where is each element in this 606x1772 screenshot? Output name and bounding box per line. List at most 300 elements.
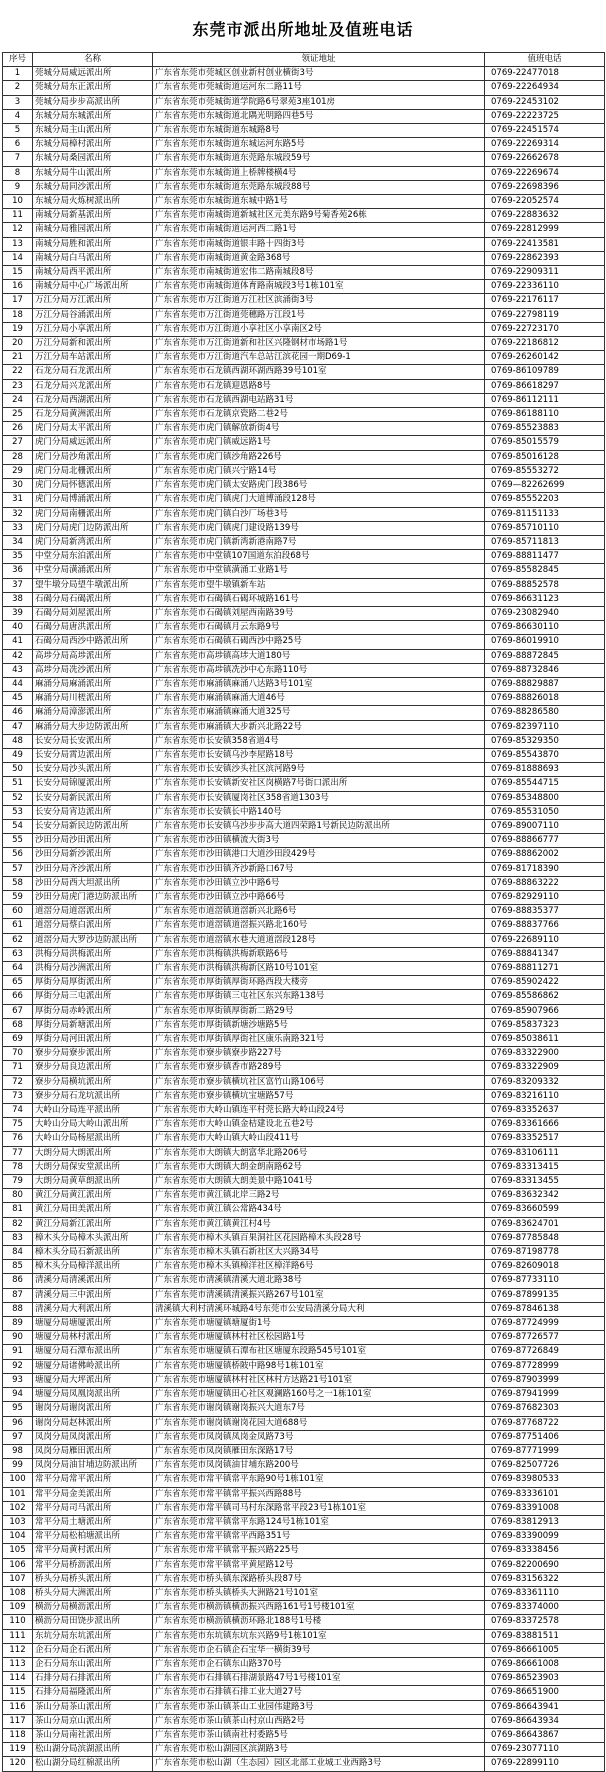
- station-name: 长安分局新民派出所: [33, 791, 153, 805]
- station-address: 广东省东莞市道滘镇道滘振兴路北160号: [153, 919, 485, 933]
- table-row: [3, 1530, 605, 1544]
- table-row: [3, 763, 605, 777]
- row-index: 108: [3, 1586, 33, 1600]
- row-index: 73: [3, 1089, 33, 1103]
- row-index: 117: [3, 1714, 33, 1728]
- table-row: [3, 337, 605, 351]
- row-index: 53: [3, 805, 33, 819]
- row-index: 17: [3, 294, 33, 308]
- row-index: 109: [3, 1601, 33, 1615]
- duty-phone: 0769-85711813: [485, 535, 605, 549]
- station-name: 麻涌分局川槎派出所: [33, 692, 153, 706]
- row-index: 46: [3, 706, 33, 720]
- station-name: 塘厦分局大坪派出所: [33, 1373, 153, 1387]
- table-row: [3, 1231, 605, 1245]
- station-address: 广东省东莞市莞城街道学院路6号翠苑3座101房: [153, 95, 485, 109]
- table-row: [3, 564, 605, 578]
- station-address: 广东省东莞市石龙镇京瓷路二巷2号: [153, 408, 485, 422]
- table-row: [3, 1601, 605, 1615]
- station-address: 广东省东莞市桥头镇桥头大洲路21号101室: [153, 1586, 485, 1600]
- station-name: 虎门分局虎门边防派出所: [33, 521, 153, 535]
- duty-phone: 0769-88852578: [485, 578, 605, 592]
- station-name: 莞城分局威远派出所: [33, 67, 153, 81]
- station-name: 常平分局松柏塘派出所: [33, 1530, 153, 1544]
- station-name: 高埗分局高埗派出所: [33, 649, 153, 663]
- table-row: [3, 379, 605, 393]
- station-name: 谢岗分局谢岗派出所: [33, 1402, 153, 1416]
- station-name: 麻涌分局大步边防派出所: [33, 720, 153, 734]
- duty-phone: 0769-83980533: [485, 1473, 605, 1487]
- table-row: [3, 1260, 605, 1274]
- row-index: 65: [3, 976, 33, 990]
- station-name: 南城分局胜和派出所: [33, 237, 153, 251]
- station-address: 广东省东莞市厚街镇新塘沙塘路5号: [153, 1018, 485, 1032]
- station-name: 道滘分局蔡白派出所: [33, 919, 153, 933]
- table-row: [3, 805, 605, 819]
- duty-phone: 0769-87768722: [485, 1416, 605, 1430]
- duty-phone: 0769-22413581: [485, 237, 605, 251]
- table-row: [3, 621, 605, 635]
- duty-phone: 0769-88866777: [485, 834, 605, 848]
- duty-phone: 0769-87726849: [485, 1345, 605, 1359]
- station-name: 横沥分局田饶步派出所: [33, 1615, 153, 1629]
- station-name: 长安分局宵边派出所: [33, 805, 153, 819]
- row-index: 37: [3, 578, 33, 592]
- station-address: 广东省东莞市石排镇石排湖景路47号1号楼101室: [153, 1672, 485, 1686]
- station-name: 清溪分局清溪派出所: [33, 1274, 153, 1288]
- table-row: [3, 1501, 605, 1515]
- row-index: 40: [3, 621, 33, 635]
- station-name: 虎门分局怀德派出所: [33, 479, 153, 493]
- duty-phone: 0769-83624701: [485, 1217, 605, 1231]
- station-address: 广东省东莞市东坑镇东坑东兴路9号1栋101室: [153, 1629, 485, 1643]
- duty-phone: 0769-88826018: [485, 692, 605, 706]
- station-address: 广东省东莞市虎门镇解放新街4号: [153, 422, 485, 436]
- duty-phone: 0769-86630110: [485, 621, 605, 635]
- station-name: 塘厦分局林村派出所: [33, 1331, 153, 1345]
- duty-phone: 0769-83361666: [485, 1118, 605, 1132]
- duty-phone: 0769-22052574: [485, 195, 605, 209]
- station-name: 东城分局火炼树派出所: [33, 195, 153, 209]
- duty-phone: 0769-86523903: [485, 1672, 605, 1686]
- row-index: 120: [3, 1757, 33, 1771]
- duty-phone: 0769-85710110: [485, 521, 605, 535]
- table-row: [3, 408, 605, 422]
- duty-phone: 0769-85586862: [485, 990, 605, 1004]
- duty-phone: 0769-86618297: [485, 379, 605, 393]
- duty-phone: 0769-87899135: [485, 1288, 605, 1302]
- row-index: 97: [3, 1430, 33, 1444]
- station-name: 黄江分局新江派出所: [33, 1217, 153, 1231]
- station-address: 广东省东莞市大朗镇大朗富华北路206号: [153, 1146, 485, 1160]
- page-title: 东莞市派出所地址及值班电话: [192, 20, 414, 39]
- station-name: 厚街分局三屯派出所: [33, 990, 153, 1004]
- table-row: [3, 67, 605, 81]
- duty-phone: 0769-85837323: [485, 1018, 605, 1032]
- duty-phone: 0769-86109789: [485, 365, 605, 379]
- station-name: 常平分局司马派出所: [33, 1501, 153, 1515]
- station-name: 虎门分局北栅派出所: [33, 464, 153, 478]
- station-name: 茶山分局南社派出所: [33, 1728, 153, 1742]
- station-address: 广东省东莞市万江街道万江社区滨涌街3号: [153, 294, 485, 308]
- station-address: 广东省东莞市东城街道东莞路东城段88号: [153, 180, 485, 194]
- station-address: 广东省东莞市洪梅镇洪梅新区路10号101室: [153, 962, 485, 976]
- header-name: 名称: [33, 53, 153, 67]
- table-row: [3, 450, 605, 464]
- station-name: 虎门分局沙角派出所: [33, 450, 153, 464]
- station-address: 广东省东莞市沙田镇港口大道沙田段429号: [153, 848, 485, 862]
- station-name: 厚街分局新塘派出所: [33, 1018, 153, 1032]
- table-row: [3, 95, 605, 109]
- row-index: 27: [3, 436, 33, 450]
- table-row: [3, 209, 605, 223]
- station-address: 广东省东莞市大朗镇大朗金朗南路62号: [153, 1160, 485, 1174]
- row-index: 39: [3, 606, 33, 620]
- table-row: [3, 464, 605, 478]
- station-name: 谢岗分局赵林派出所: [33, 1416, 153, 1430]
- duty-phone: 0769-85553272: [485, 464, 605, 478]
- duty-phone: 0769-22223725: [485, 109, 605, 123]
- duty-phone: 0769-85544715: [485, 777, 605, 791]
- duty-phone: 0769-87751406: [485, 1430, 605, 1444]
- row-index: 60: [3, 905, 33, 919]
- station-address: 广东省东莞市寮步镇寮步路227号: [153, 1047, 485, 1061]
- station-name: 沙田分局新沙派出所: [33, 848, 153, 862]
- station-name: 万江分局车站派出所: [33, 351, 153, 365]
- row-index: 74: [3, 1104, 33, 1118]
- station-address: 广东省东莞市东城街道东城路8号: [153, 124, 485, 138]
- station-name: 沙田分局沙田派出所: [33, 834, 153, 848]
- row-index: 71: [3, 1061, 33, 1075]
- duty-phone: 0769-85015579: [485, 436, 605, 450]
- duty-phone: 0769-82929110: [485, 890, 605, 904]
- station-address: 广东省东莞市麻涌镇麻涌大道325号: [153, 706, 485, 720]
- station-address: 广东省东莞市茶山镇茶山工业园伟建路3号: [153, 1700, 485, 1714]
- station-name: 万江分局谷涌派出所: [33, 308, 153, 322]
- table-row: [3, 1615, 605, 1629]
- row-index: 56: [3, 848, 33, 862]
- table-row: [3, 1345, 605, 1359]
- duty-phone: 0769-86643934: [485, 1714, 605, 1728]
- station-address: 广东省东莞市虎门镇威远路1号: [153, 436, 485, 450]
- station-address: 广东省东莞市石龙镇西湖电站路31号: [153, 393, 485, 407]
- duty-phone: 0769-22862393: [485, 251, 605, 265]
- station-name: 望牛墩分局望牛墩派出所: [33, 578, 153, 592]
- row-index: 52: [3, 791, 33, 805]
- station-address: 广东省东莞市长安镇厦岗社区358省道1303号: [153, 791, 485, 805]
- table-row: [3, 1089, 605, 1103]
- station-address: 广东省东莞市寮步镇横坑社区富竹山路106号: [153, 1075, 485, 1089]
- station-name: 石碣分局刘屋派出所: [33, 606, 153, 620]
- row-index: 30: [3, 479, 33, 493]
- duty-phone: 0769-85902422: [485, 976, 605, 990]
- duty-phone: 0769-88811271: [485, 962, 605, 976]
- row-index: 105: [3, 1544, 33, 1558]
- row-index: 31: [3, 493, 33, 507]
- station-name: 寮步分局石龙坑派出所: [33, 1089, 153, 1103]
- duty-phone: 0769-82507726: [485, 1459, 605, 1473]
- row-index: 67: [3, 1004, 33, 1018]
- station-name: 寮步分局良边派出所: [33, 1061, 153, 1075]
- station-name: 洪梅分局洪梅派出所: [33, 947, 153, 961]
- duty-phone: 0769-87941999: [485, 1388, 605, 1402]
- row-index: 104: [3, 1530, 33, 1544]
- station-name: 清溪分局大利派出所: [33, 1302, 153, 1316]
- row-index: 16: [3, 280, 33, 294]
- station-name: 万江分局万江派出所: [33, 294, 153, 308]
- station-name: 长安分局锦厦派出所: [33, 777, 153, 791]
- row-index: 44: [3, 677, 33, 691]
- duty-phone: 0769-86661005: [485, 1643, 605, 1657]
- station-name: 高埗分局冼沙派出所: [33, 663, 153, 677]
- row-index: 103: [3, 1515, 33, 1529]
- table-row: [3, 1246, 605, 1260]
- duty-phone: 0769-83390099: [485, 1530, 605, 1544]
- station-address: 广东省东莞市樟木头镇石新社区大兴路34号: [153, 1246, 485, 1260]
- duty-phone: 0769-85329350: [485, 734, 605, 748]
- table-row: [3, 1430, 605, 1444]
- duty-phone: 0769-23077110: [485, 1743, 605, 1757]
- station-address: 广东省东莞市南城街道运河西二路1号: [153, 223, 485, 237]
- duty-phone: 0769-82609018: [485, 1260, 605, 1274]
- row-index: 89: [3, 1317, 33, 1331]
- station-name: 石龙分局黄洲派出所: [33, 408, 153, 422]
- duty-phone: 0769-22186812: [485, 337, 605, 351]
- row-index: 78: [3, 1160, 33, 1174]
- station-address: 广东省东莞市大岭山镇金桔建设北五巷2号: [153, 1118, 485, 1132]
- duty-phone: 0769-83352517: [485, 1132, 605, 1146]
- station-name: 沙田分局齐沙派出所: [33, 862, 153, 876]
- row-index: 32: [3, 507, 33, 521]
- station-address: 广东省东莞市横沥镇横沥环路北188号1号楼: [153, 1615, 485, 1629]
- row-index: 22: [3, 365, 33, 379]
- duty-phone: 0769-22269674: [485, 166, 605, 180]
- duty-phone: 0769-22269314: [485, 138, 605, 152]
- station-name: 南城分局中心广场派出所: [33, 280, 153, 294]
- row-index: 54: [3, 819, 33, 833]
- station-address: 广东省东莞市沙田镇立沙中路66号: [153, 890, 485, 904]
- row-index: 18: [3, 308, 33, 322]
- row-index: 70: [3, 1047, 33, 1061]
- row-index: 13: [3, 237, 33, 251]
- row-index: 12: [3, 223, 33, 237]
- station-address: 广东省东莞市虎门镇虎门大道博涌段128号: [153, 493, 485, 507]
- station-address: 广东省东莞市莞城区创业新村创业横街3号: [153, 67, 485, 81]
- station-address: 广东省东莞市塘厦镇塘厦街1号: [153, 1317, 485, 1331]
- table-row: [3, 1487, 605, 1501]
- station-name: 常平分局常平派出所: [33, 1473, 153, 1487]
- table-row: [3, 919, 605, 933]
- row-index: 83: [3, 1231, 33, 1245]
- row-index: 51: [3, 777, 33, 791]
- duty-phone: 0769-22453102: [485, 95, 605, 109]
- station-name: 清溪分局三中派出所: [33, 1288, 153, 1302]
- duty-phone: 0769-87903999: [485, 1373, 605, 1387]
- row-index: 86: [3, 1274, 33, 1288]
- row-index: 114: [3, 1672, 33, 1686]
- row-index: 81: [3, 1203, 33, 1217]
- duty-phone: 0769-86661008: [485, 1657, 605, 1671]
- table-row: [3, 223, 605, 237]
- row-index: 15: [3, 266, 33, 280]
- duty-phone: 0769-85348800: [485, 791, 605, 805]
- row-index: 79: [3, 1175, 33, 1189]
- station-address: 广东省东莞市高埗镇高埗大道180号: [153, 649, 485, 663]
- station-address: 广东省东莞市厚街镇厚街环路西段大楼旁: [153, 976, 485, 990]
- duty-phone: 0769-82397110: [485, 720, 605, 734]
- station-name: 中堂分局东泊派出所: [33, 550, 153, 564]
- duty-phone: 0769-83156322: [485, 1572, 605, 1586]
- station-address: 广东省东莞市中堂镇107国道东泊段68号: [153, 550, 485, 564]
- duty-phone: 0769-86188110: [485, 408, 605, 422]
- duty-phone: 0769-88862002: [485, 848, 605, 862]
- table-row: [3, 1004, 605, 1018]
- duty-phone: 0769-87726577: [485, 1331, 605, 1345]
- station-address: 广东省东莞市黄江镇黄江村4号: [153, 1217, 485, 1231]
- station-address: 广东省东莞市谢岗镇谢岗花园大道688号: [153, 1416, 485, 1430]
- row-index: 76: [3, 1132, 33, 1146]
- row-index: 45: [3, 692, 33, 706]
- table-row: [3, 1473, 605, 1487]
- station-address: 广东省东莞市茶山镇茶山村京山西路2号: [153, 1714, 485, 1728]
- row-index: 87: [3, 1288, 33, 1302]
- table-header-row: [3, 53, 605, 67]
- table-row: [3, 1274, 605, 1288]
- row-index: 101: [3, 1487, 33, 1501]
- station-name: 石龙分局兴龙派出所: [33, 379, 153, 393]
- duty-phone: 0769-81151133: [485, 507, 605, 521]
- station-name: 东城分局同沙派出所: [33, 180, 153, 194]
- row-index: 48: [3, 734, 33, 748]
- table-row: [3, 876, 605, 890]
- station-address: 广东省东莞市常平镇司马村东深路常平段23号1栋101室: [153, 1501, 485, 1515]
- duty-phone: 0769-89007110: [485, 819, 605, 833]
- table-row: [3, 1118, 605, 1132]
- table-row: [3, 365, 605, 379]
- table-row: [3, 1757, 605, 1771]
- station-name: 常平分局土塘派出所: [33, 1515, 153, 1529]
- table-row: [3, 535, 605, 549]
- duty-phone: 0769-85907966: [485, 1004, 605, 1018]
- duty-phone: 0769-87198778: [485, 1246, 605, 1260]
- table-row: [3, 1075, 605, 1089]
- table-row: [3, 649, 605, 663]
- station-address: 广东省东莞市寮步镇香市路289号: [153, 1061, 485, 1075]
- duty-phone: 0769-83812913: [485, 1515, 605, 1529]
- duty-phone: 0769-83313415: [485, 1160, 605, 1174]
- row-index: 26: [3, 422, 33, 436]
- table-row: [3, 1047, 605, 1061]
- row-index: 80: [3, 1189, 33, 1203]
- station-name: 东城分局东城派出所: [33, 109, 153, 123]
- table-row: [3, 1160, 605, 1174]
- station-address: 广东省东莞市东城街道东城中路1号: [153, 195, 485, 209]
- row-index: 111: [3, 1629, 33, 1643]
- station-address: 广东省东莞市茶山镇南社村委路5号: [153, 1728, 485, 1742]
- table-row: [3, 1388, 605, 1402]
- duty-phone: 0769-22909311: [485, 266, 605, 280]
- row-index: 36: [3, 564, 33, 578]
- station-name: 东城分局桑园派出所: [33, 152, 153, 166]
- row-index: 58: [3, 876, 33, 890]
- station-name: 虎门分局新湾派出所: [33, 535, 153, 549]
- row-index: 25: [3, 408, 33, 422]
- duty-phone: 0769-22812999: [485, 223, 605, 237]
- station-name: 大岭山分局杨屋派出所: [33, 1132, 153, 1146]
- table-row: [3, 294, 605, 308]
- table-row: [3, 1146, 605, 1160]
- row-index: 38: [3, 592, 33, 606]
- station-address: 广东省东莞市长安镇乌沙李屋路18号: [153, 748, 485, 762]
- duty-phone: 0769-83372578: [485, 1615, 605, 1629]
- station-name: 长安分局沙头派出所: [33, 763, 153, 777]
- station-name: 厚街分局厚街派出所: [33, 976, 153, 990]
- row-index: 9: [3, 180, 33, 194]
- table-row: [3, 521, 605, 535]
- station-address: 广东省东莞市沙田镇齐沙新路口67号: [153, 862, 485, 876]
- row-index: 62: [3, 933, 33, 947]
- row-index: 1: [3, 67, 33, 81]
- row-index: 23: [3, 379, 33, 393]
- station-name: 塘厦分局凤凰岗派出所: [33, 1388, 153, 1402]
- row-index: 41: [3, 635, 33, 649]
- station-name: 大岭山分局大岭山派出所: [33, 1118, 153, 1132]
- table-row: [3, 109, 605, 123]
- duty-phone: 0769-83216110: [485, 1089, 605, 1103]
- table-row: [3, 1743, 605, 1757]
- station-name: 石碣分局西沙中路派出所: [33, 635, 153, 649]
- station-name: 黄江分局田美派出所: [33, 1203, 153, 1217]
- row-index: 57: [3, 862, 33, 876]
- station-name: 企石分局企石派出所: [33, 1643, 153, 1657]
- station-address: 广东省东莞市石碣镇石碣西沙中路25号: [153, 635, 485, 649]
- table-row: [3, 351, 605, 365]
- table-row: [3, 1544, 605, 1558]
- table-row: [3, 1459, 605, 1473]
- station-name: 莞城分局东正派出所: [33, 81, 153, 95]
- table-row: [3, 1189, 605, 1203]
- station-address: 广东省东莞市大朗镇大朗美景中路1041号: [153, 1175, 485, 1189]
- station-name: 塘厦分局石潭布派出所: [33, 1345, 153, 1359]
- table-row: [3, 834, 605, 848]
- station-name: 大朗分局大朗派出所: [33, 1146, 153, 1160]
- station-address: 广东省东莞市常平镇常平振兴西路88号: [153, 1487, 485, 1501]
- duty-phone: 0769-88837766: [485, 919, 605, 933]
- station-name: 麻涌分局漳澎派出所: [33, 706, 153, 720]
- station-address: 广东省东莞市南城街道黄金路368号: [153, 251, 485, 265]
- duty-phone: 0769-82200690: [485, 1558, 605, 1572]
- station-address: 广东省东莞市道滘镇道滘新兴北路6号: [153, 905, 485, 919]
- station-address: 广东省东莞市南城街道宏伟二路南城段8号: [153, 266, 485, 280]
- station-name: 大朗分局黄草朗派出所: [33, 1175, 153, 1189]
- duty-phone: 0769-85523883: [485, 422, 605, 436]
- station-name: 茶山分局京山派出所: [33, 1714, 153, 1728]
- row-index: 116: [3, 1700, 33, 1714]
- row-index: 118: [3, 1728, 33, 1742]
- station-name: 沙田分局虎门港边防派出所: [33, 890, 153, 904]
- duty-phone: 0769-86631123: [485, 592, 605, 606]
- station-name: 凤岗分局凤岗派出所: [33, 1430, 153, 1444]
- station-address: 广东省东莞市虎门镇虎门建设路139号: [153, 521, 485, 535]
- header-address: 领证地址: [153, 53, 485, 67]
- table-row: [3, 180, 605, 194]
- duty-phone: 0769-83391008: [485, 1501, 605, 1515]
- station-name: 麻涌分局麻涌派出所: [33, 677, 153, 691]
- station-name: 虎门分局博涌派出所: [33, 493, 153, 507]
- station-address: 广东省东莞市中堂镇潢涌工业路1号: [153, 564, 485, 578]
- table-row: [3, 195, 605, 209]
- row-index: 24: [3, 393, 33, 407]
